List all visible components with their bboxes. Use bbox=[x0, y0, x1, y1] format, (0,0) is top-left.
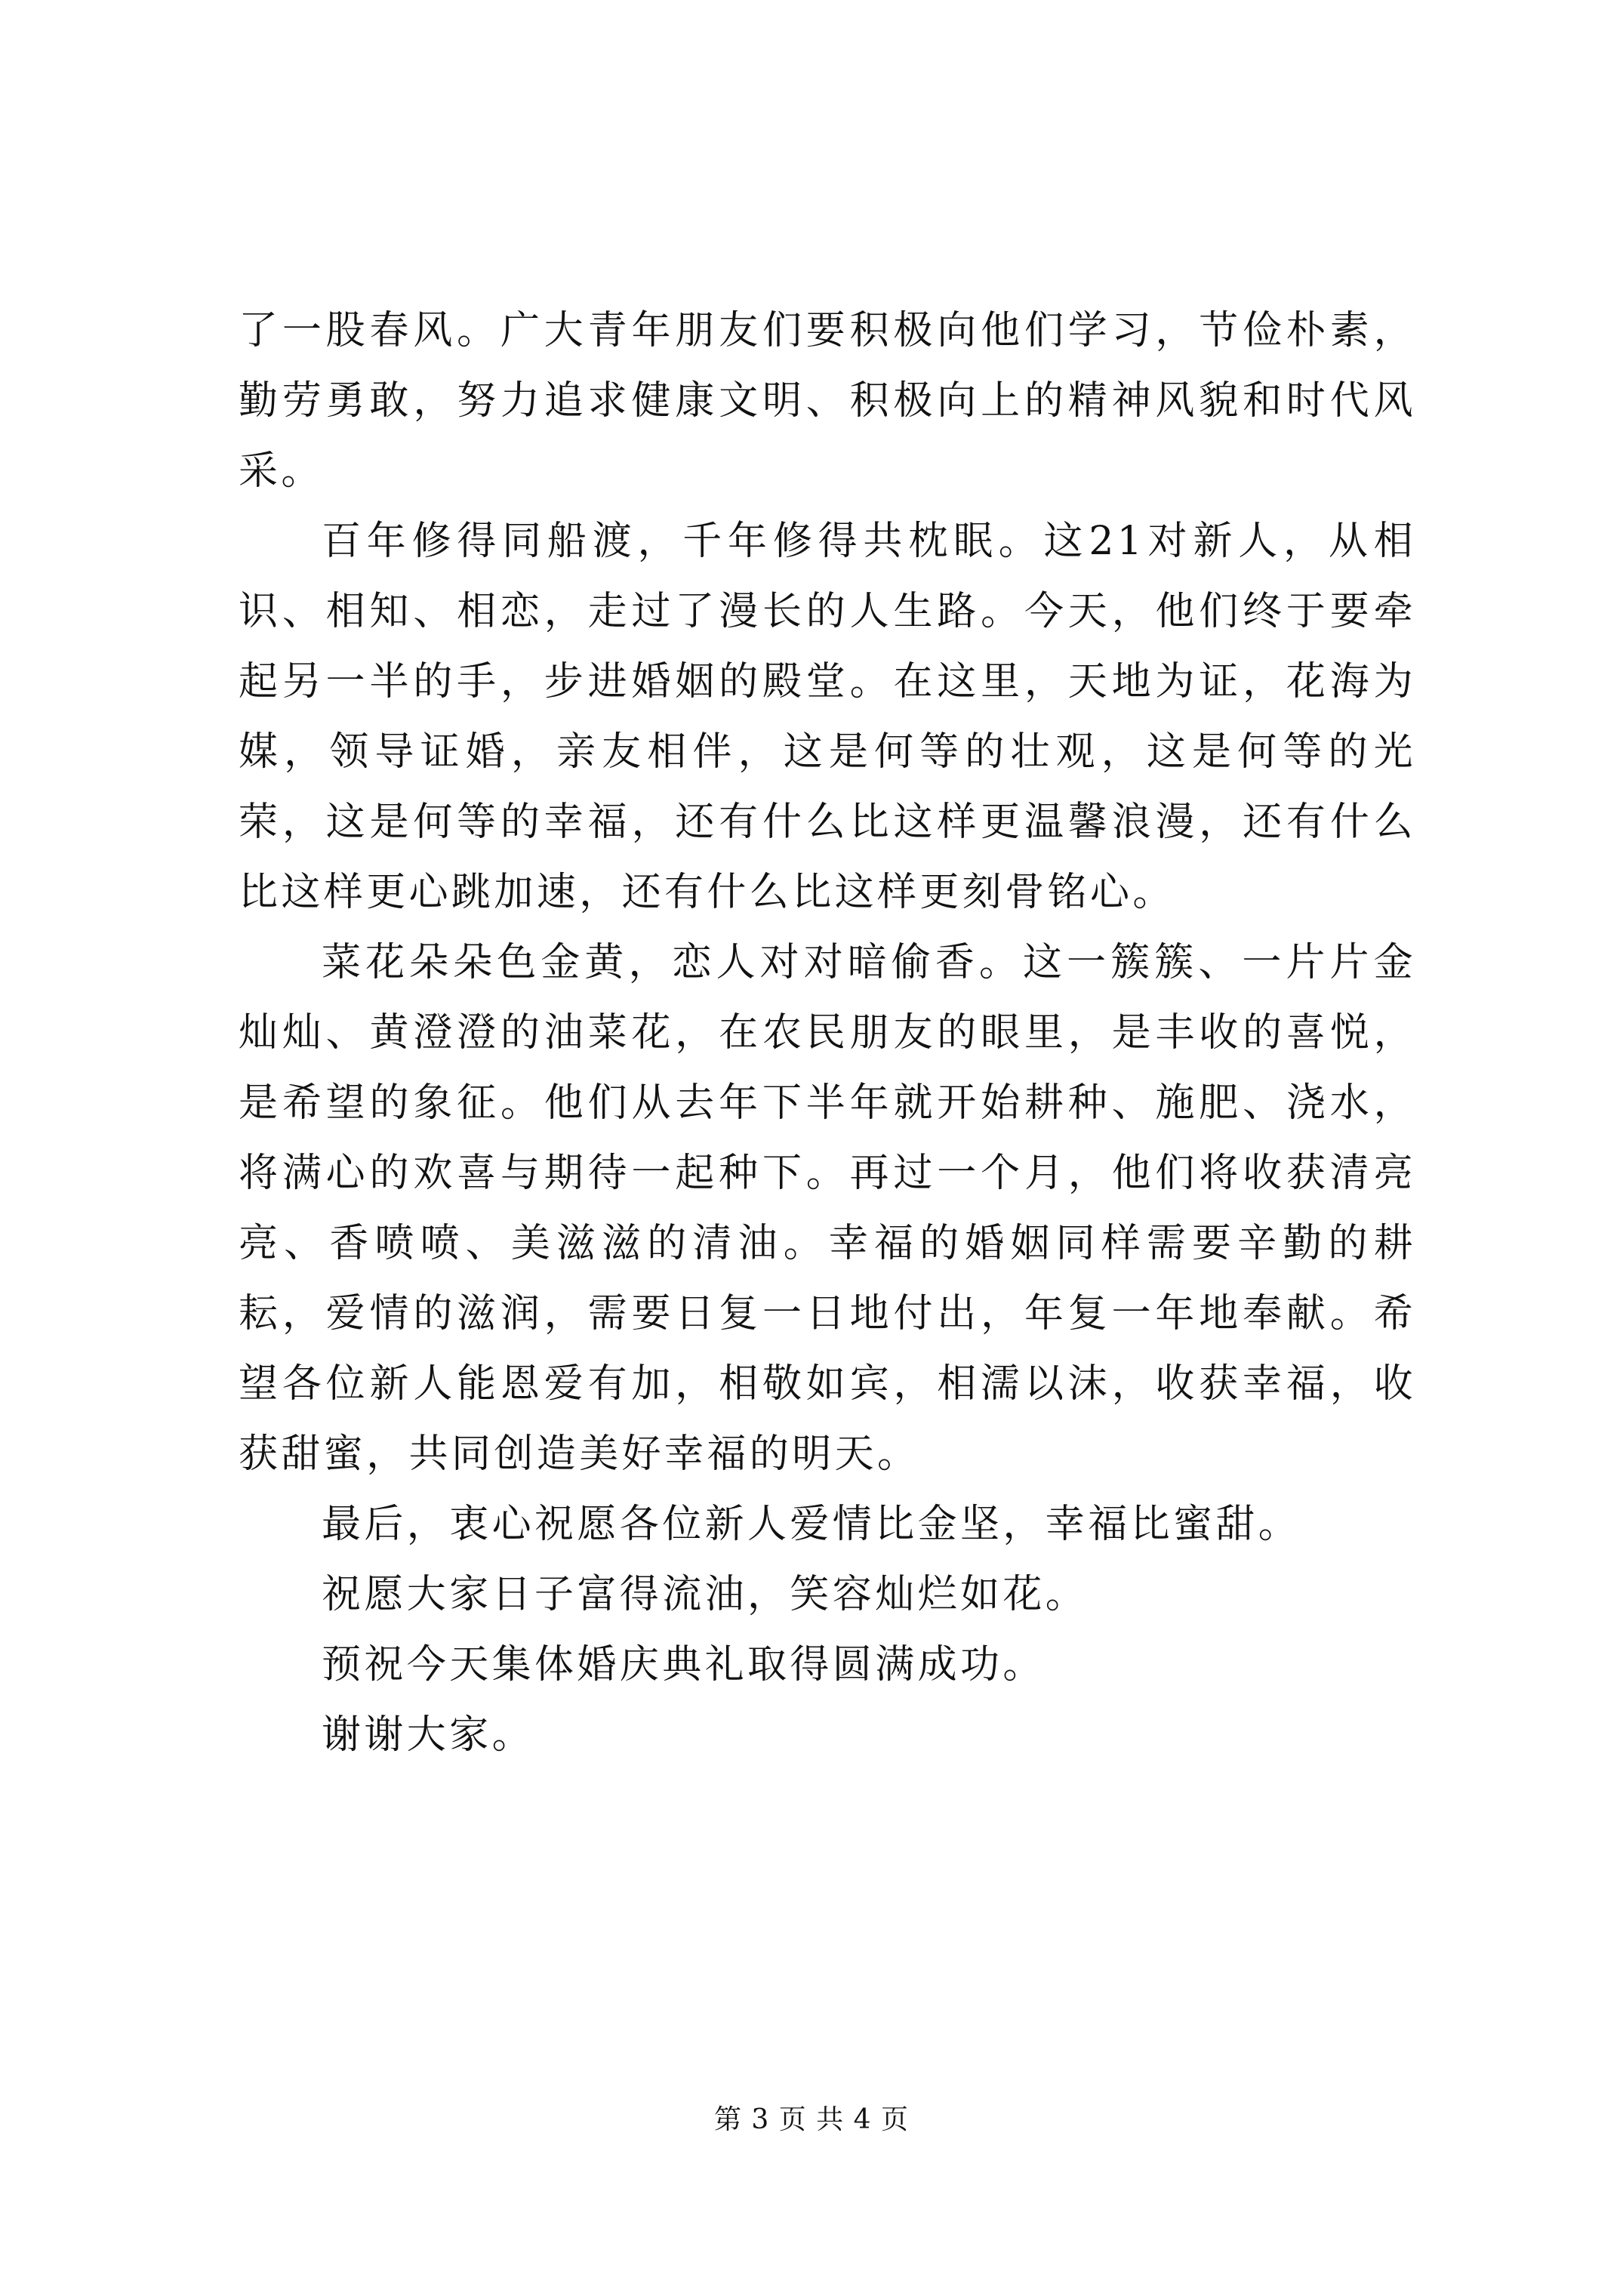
closing-line-wishes: 祝愿大家日子富得流油，笑容灿烂如花。 bbox=[322, 1572, 1089, 1617]
closing-line-blessing: 最后，衷心祝愿各位新人爱情比金坚，幸福比蜜甜。 bbox=[322, 1502, 1301, 1547]
closing-line-thanks: 谢谢大家。 bbox=[322, 1712, 535, 1758]
paragraph-rapeseed-flowers: 菜花朵朵色金黄，恋人对对暗偷香。这一簇簇、一片片金灿灿、黄澄澄的油菜花，在农民朋友的眼里，是丰收的喜悦，是希望的象征。他们从去年下半年就开始耕种、施肥、浇水，将满心的欢喜与期待一起种下。再过一个月，他们将收获清亮亮、香喷喷、美滋滋的清油。幸福的婚姻同样需要辛勤的耕耘，爱情的滋润，需要日复一日地付出，年复一年地奉献。希望各位新人能恩爱有加，相敬如宾，相濡以沫，收获幸福，收获甜蜜，共同创造美好幸福的明天。 bbox=[239, 940, 1416, 1477]
closing-line-ceremony: 预祝今天集体婚庆典礼取得圆满成功。 bbox=[322, 1642, 1046, 1687]
paragraph-newlyweds: 百年修得同船渡，千年修得共枕眠。这21对新人，从相识、相知、相恋，走过了漫长的人生路。今天，他们终于要牵起另一半的手，步进婚姻的殿堂。在这里，天地为证，花海为媒，领导证婚，亲友相伴，这是何等的壮观，这是何等的光荣，这是何等的幸福，还有什么比这样更温馨浪漫，还有什么比这样更心跳加速，还有什么比这样更刻骨铭心。 bbox=[239, 519, 1416, 915]
document-body bbox=[239, 296, 1416, 1771]
page-number-footer: 第 3 页 共 4 页 bbox=[713, 2104, 910, 2135]
paragraph-continued: 了一股春风。广大青年朋友们要积极向他们学习，节俭朴素，勤劳勇敢，努力追求健康文明、积极向上的精神风貌和时代风采。 bbox=[239, 308, 1416, 494]
